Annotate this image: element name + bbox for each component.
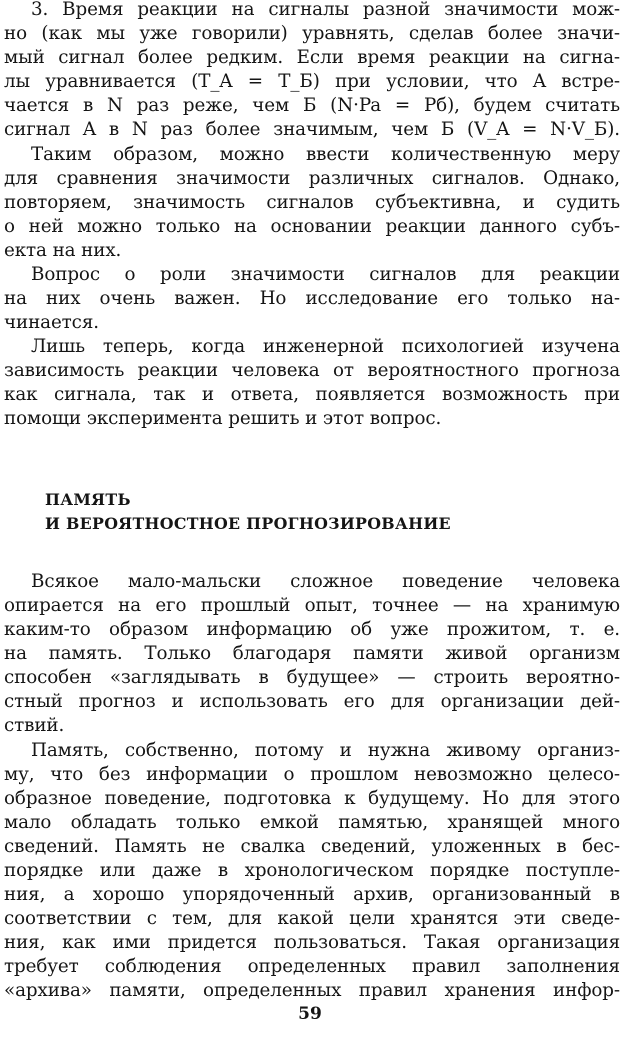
text-line: на память. Только благодаря памяти живой организм — [4, 643, 620, 664]
text-line: чается в N раз реже, чем Б (N·Pa = Pб), будем считать — [4, 95, 620, 116]
text-line: повторяем, значимость сигналов субъективна, и судить — [4, 192, 620, 213]
heading-line: И ВЕРОЯТНОСТНОЕ ПРОГНОЗИРОВАНИЕ — [45, 514, 451, 533]
text-line: мый сигнал более редким. Если время реакции на сигна- — [4, 47, 620, 68]
text-line: зависимость реакции человека от вероятностного прогноза — [4, 360, 620, 381]
text-line: но (как мы уже говорили) уравнять, сделав более значи- — [4, 23, 620, 44]
text-line: способен «заглядывать в будущее» — строить вероятно- — [4, 667, 620, 688]
text-line: стный прогноз и использовать его для организации дей- — [4, 691, 620, 712]
text-line: Всякое мало-мальски сложное поведение человека — [31, 571, 620, 592]
text-line: чинается. — [4, 312, 99, 333]
text-line: сигнал A в N раз более значимым, чем Б (V_A = N·V_Б). — [4, 119, 620, 140]
text-line: «архива» памяти, определенных правил хранения инфор- — [4, 980, 620, 1001]
text-line: Таким образом, можно ввести количественную меру — [31, 144, 620, 165]
text-line: Лишь теперь, когда инженерной психологией изучена — [31, 336, 620, 357]
text-line: му, что без информации о прошлом невозможно целесо- — [4, 764, 620, 785]
text-line: ния, а хорошо упорядоченный архив, организованный в — [4, 884, 620, 905]
text-line: соответствии с тем, для какой цели хранятся эти сведе- — [4, 908, 620, 929]
text-line: порядке или даже в хронологическом порядке поступле- — [4, 860, 620, 881]
text-line: екта на них. — [4, 240, 122, 261]
text-line: Вопрос о роли значимости сигналов для реакции — [31, 264, 620, 285]
text-line: образное поведение, подготовка к будущему. Но для этого — [4, 788, 620, 809]
text-line: ния, как ими придется пользоваться. Такая организация — [4, 932, 620, 953]
text-line: помощи эксперимента решить и этот вопрос. — [4, 408, 442, 429]
text-line: Память, собственно, потому и нужна живому организ- — [31, 740, 620, 761]
text-line: лы уравнивается (T_A = T_Б) при условии, что A встре- — [4, 71, 620, 92]
text-line: как сигнала, так и ответа, появляется возможность при — [4, 384, 620, 405]
page-number: 59 — [298, 1004, 322, 1024]
text-line: для сравнения значимости различных сигналов. Однако, — [4, 168, 620, 189]
text-line: требует соблюдения определенных правил заполнения — [4, 956, 620, 977]
heading-line: ПАМЯТЬ — [45, 490, 131, 509]
text-line: ствий. — [4, 715, 65, 736]
text-line: сведений. Память не свалка сведений, уложенных в бес- — [4, 836, 620, 857]
text-line: 3. Время реакции на сигналы разной значимости мож- — [31, 0, 620, 20]
text-line: на них очень важен. Но исследование его только на- — [4, 288, 620, 309]
text-line: опирается на его прошлый опыт, точнее — на хранимую — [4, 595, 620, 616]
text-line: о ней можно только на основании реакции данного субъ- — [4, 216, 620, 237]
text-line: мало обладать только емкой памятью, хранящей много — [4, 812, 620, 833]
text-line: каким-то образом информацию об уже прожитом, т. е. — [4, 619, 620, 640]
